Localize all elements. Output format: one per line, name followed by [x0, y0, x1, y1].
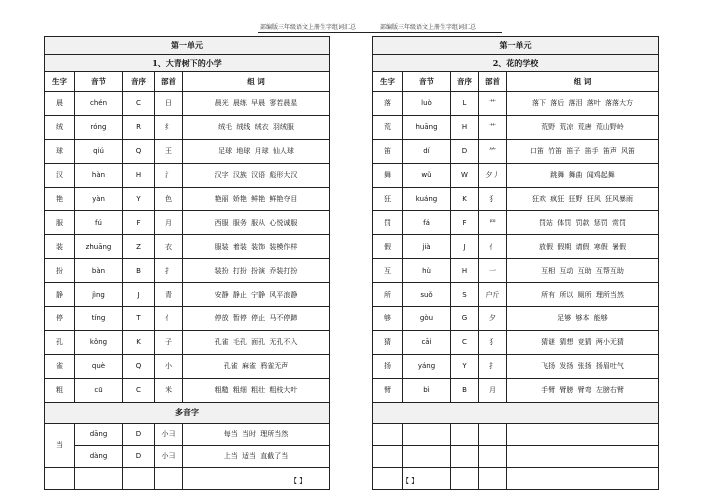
radical-cell: 亻	[479, 235, 507, 259]
order-cell: C	[451, 330, 479, 354]
pinyin-cell: suǒ	[403, 283, 451, 307]
words-cell: 放假 假期 请假 寒假 暑假	[507, 235, 659, 259]
unit-title: 第一单元	[373, 37, 659, 55]
words-cell: 装扮 打扮 扮演 乔装打扮	[183, 259, 330, 283]
char-cell: 服	[45, 211, 75, 235]
radical-cell: ⺮	[479, 139, 507, 163]
radical-cell: 氵	[155, 163, 183, 187]
radical-cell: 纟	[155, 115, 183, 139]
poly-pinyin: dāng	[75, 423, 123, 445]
table-row	[45, 115, 330, 139]
pinyin-cell: què	[75, 354, 123, 378]
words-cell: 孔雀 毛孔 面孔 无孔不入	[183, 330, 330, 354]
col-header-radical: 部首	[155, 72, 183, 92]
char-cell: 落	[373, 92, 403, 116]
table-row	[45, 139, 330, 163]
radical-cell: 犭	[479, 187, 507, 211]
pinyin-cell: qiú	[75, 139, 123, 163]
table-row	[373, 259, 659, 283]
words-cell: 跳舞 舞曲 闻鸡起舞	[507, 163, 659, 187]
radical-cell: 扌	[155, 259, 183, 283]
table-row	[45, 92, 330, 116]
pinyin-cell: kǒng	[75, 330, 123, 354]
order-cell: L	[451, 92, 479, 116]
col-header-words: 组 词	[507, 72, 659, 92]
char-cell: 所	[373, 283, 403, 307]
order-cell: H	[123, 163, 155, 187]
words-cell: 晨光 晨练 早晨 寥若晨星	[183, 92, 330, 116]
radical-cell: 青	[155, 283, 183, 307]
pinyin-cell: jìng	[75, 283, 123, 307]
page-footer-left: 【 】	[290, 477, 307, 485]
char-cell: 扮	[45, 259, 75, 283]
empty-row	[45, 467, 330, 489]
table-row	[373, 92, 659, 116]
radical-cell: 艹	[479, 92, 507, 116]
table-row	[373, 139, 659, 163]
order-cell: D	[451, 139, 479, 163]
empty-row	[373, 402, 659, 423]
poly-pinyin: dàng	[75, 445, 123, 467]
char-cell: 汉	[45, 163, 75, 187]
empty-row	[373, 423, 659, 445]
words-cell: 所有 所以 厕所 理所当然	[507, 283, 659, 307]
lesson-title: 1、大青树下的小学	[45, 55, 330, 72]
table-row	[45, 187, 330, 211]
order-cell: Q	[123, 139, 155, 163]
words-cell: 飞扬 发扬 张扬 扬眉吐气	[507, 354, 659, 378]
radical-cell: 小	[155, 354, 183, 378]
radical-cell: 日	[155, 92, 183, 116]
table-row	[45, 378, 330, 402]
poly-order: D	[123, 423, 155, 445]
order-cell: S	[451, 283, 479, 307]
char-cell: 装	[45, 235, 75, 259]
poly-row	[45, 423, 330, 445]
table-row	[45, 330, 330, 354]
pinyin-cell: yàn	[75, 187, 123, 211]
words-cell: 汉字 汉族 汉语 彪形大汉	[183, 163, 330, 187]
words-cell: 足球 地球 月球 仙人球	[183, 139, 330, 163]
pinyin-cell: gòu	[403, 307, 451, 331]
words-cell: 荒野 荒凉 荒唐 荒山野岭	[507, 115, 659, 139]
words-cell: 停放 暂停 停止 马不停蹄	[183, 307, 330, 331]
char-cell: 荒	[373, 115, 403, 139]
radical-cell: 王	[155, 139, 183, 163]
order-cell: J	[123, 283, 155, 307]
radical-cell: 犭	[479, 330, 507, 354]
radical-cell: 亻	[155, 307, 183, 331]
char-cell: 球	[45, 139, 75, 163]
char-cell: 静	[45, 283, 75, 307]
words-cell: 猜谜 猜想 竞猜 两小无猜	[507, 330, 659, 354]
order-cell: B	[451, 378, 479, 402]
table-row	[45, 307, 330, 331]
pinyin-cell: bàn	[75, 259, 123, 283]
order-cell: H	[451, 259, 479, 283]
table-row	[373, 163, 659, 187]
order-cell: Y	[451, 354, 479, 378]
table-row	[45, 235, 330, 259]
poly-words: 每当 当时 理所当然	[183, 423, 330, 445]
radical-cell: 艹	[479, 115, 507, 139]
order-cell: C	[123, 378, 155, 402]
pinyin-cell: huāng	[403, 115, 451, 139]
col-header-order: 音序	[451, 72, 479, 92]
unit-title: 第一单元	[45, 37, 330, 55]
words-cell: 安静 静止 宁静 风平浪静	[183, 283, 330, 307]
col-header-pinyin: 音节	[75, 72, 123, 92]
order-cell: Y	[123, 187, 155, 211]
poly-char: 当	[45, 423, 75, 467]
pinyin-cell: luò	[403, 92, 451, 116]
pinyin-cell: zhuāng	[75, 235, 123, 259]
char-cell: 互	[373, 259, 403, 283]
col-header-words: 组 词	[183, 72, 330, 92]
char-cell: 罚	[373, 211, 403, 235]
order-cell: K	[451, 187, 479, 211]
table-row	[373, 235, 659, 259]
table-row	[373, 330, 659, 354]
lesson-title: 2、花的学校	[373, 55, 659, 72]
pinyin-cell: jià	[403, 235, 451, 259]
pinyin-cell: dí	[403, 139, 451, 163]
pinyin-cell: yáng	[403, 354, 451, 378]
words-cell: 孔雀 麻雀 鸦雀无声	[183, 354, 330, 378]
pinyin-cell: bì	[403, 378, 451, 402]
pinyin-cell: hù	[403, 259, 451, 283]
char-cell: 舞	[373, 163, 403, 187]
order-cell: F	[123, 211, 155, 235]
poly-radical: 小彐	[155, 445, 183, 467]
radical-cell: 一	[479, 259, 507, 283]
char-cell: 粗	[45, 378, 75, 402]
poly-radical: 小彐	[155, 423, 183, 445]
poly-order: D	[123, 445, 155, 467]
poly-row	[45, 445, 330, 467]
radical-cell: 米	[155, 378, 183, 402]
words-cell: 落下 落后 落泪 落叶 落落大方	[507, 92, 659, 116]
order-cell: T	[123, 307, 155, 331]
words-cell: 绒毛 绒线 绒衣 羽绒服	[183, 115, 330, 139]
col-header-radical: 部首	[479, 72, 507, 92]
radical-cell: 户斤	[479, 283, 507, 307]
pinyin-cell: kuáng	[403, 187, 451, 211]
poly-title: 多音字	[45, 402, 330, 423]
words-cell: 足够 够本 能够	[507, 307, 659, 331]
radical-cell: 色	[155, 187, 183, 211]
table-row	[373, 283, 659, 307]
order-cell: H	[451, 115, 479, 139]
char-cell: 雀	[45, 354, 75, 378]
words-cell: 服装 着装 装饰 装模作样	[183, 235, 330, 259]
page-header-right: 部编版三年级语文上册生字组词汇总	[378, 22, 502, 33]
page-footer-right: 【 】	[402, 477, 419, 485]
table-row	[373, 354, 659, 378]
char-cell: 臂	[373, 378, 403, 402]
words-cell: 西服 服务 服从 心悦诚服	[183, 211, 330, 235]
table-row	[45, 283, 330, 307]
order-cell: Z	[123, 235, 155, 259]
radical-cell: 衣	[155, 235, 183, 259]
vocab-table-left	[44, 36, 330, 490]
pinyin-cell: róng	[75, 115, 123, 139]
char-cell: 够	[373, 307, 403, 331]
radical-cell: 扌	[479, 354, 507, 378]
order-cell: F	[451, 211, 479, 235]
words-cell: 粗糙 粗细 粗壮 粗枝大叶	[183, 378, 330, 402]
radical-cell: 罒	[479, 211, 507, 235]
words-cell: 口笛 竹笛 笛子 笛手 笛声 风笛	[507, 139, 659, 163]
radical-cell: 月	[479, 378, 507, 402]
order-cell: Q	[123, 354, 155, 378]
pinyin-cell: cāi	[403, 330, 451, 354]
col-header-order: 音序	[123, 72, 155, 92]
col-header-char: 生字	[45, 72, 75, 92]
page-header-left: 部编版三年级语文上册生字组词汇总	[258, 22, 382, 33]
empty-row	[373, 445, 659, 467]
words-cell: 罚站 体罚 罚款 惩罚 赏罚	[507, 211, 659, 235]
words-cell: 互相 互动 互助 互帮互助	[507, 259, 659, 283]
pinyin-cell: hàn	[75, 163, 123, 187]
words-cell: 手臂 臂膀 臂弯 左膀右臂	[507, 378, 659, 402]
char-cell: 停	[45, 307, 75, 331]
table-row	[45, 259, 330, 283]
order-cell: C	[123, 92, 155, 116]
col-header-char: 生字	[373, 72, 403, 92]
table-row	[373, 378, 659, 402]
char-cell: 扬	[373, 354, 403, 378]
pinyin-cell: fá	[403, 211, 451, 235]
char-cell: 绒	[45, 115, 75, 139]
radical-cell: 夕丿	[479, 163, 507, 187]
pinyin-cell: fú	[75, 211, 123, 235]
pinyin-cell: cū	[75, 378, 123, 402]
table-row	[45, 354, 330, 378]
order-cell: W	[451, 163, 479, 187]
char-cell: 狂	[373, 187, 403, 211]
char-cell: 孔	[45, 330, 75, 354]
order-cell: K	[123, 330, 155, 354]
table-row	[373, 115, 659, 139]
char-cell: 笛	[373, 139, 403, 163]
order-cell: B	[123, 259, 155, 283]
radical-cell: 月	[155, 211, 183, 235]
radical-cell: 夕	[479, 307, 507, 331]
order-cell: J	[451, 235, 479, 259]
order-cell: R	[123, 115, 155, 139]
order-cell: G	[451, 307, 479, 331]
table-row	[45, 211, 330, 235]
col-header-pinyin: 音节	[403, 72, 451, 92]
vocab-table-right	[372, 36, 659, 490]
char-cell: 艳	[45, 187, 75, 211]
char-cell: 晨	[45, 92, 75, 116]
table-row	[373, 307, 659, 331]
pinyin-cell: chén	[75, 92, 123, 116]
pinyin-cell: tíng	[75, 307, 123, 331]
pinyin-cell: wǔ	[403, 163, 451, 187]
char-cell: 猜	[373, 330, 403, 354]
words-cell: 狂欢 疯狂 狂野 狂风 狂风暴雨	[507, 187, 659, 211]
table-row	[373, 211, 659, 235]
poly-words: 上当 适当 直截了当	[183, 445, 330, 467]
table-row	[373, 187, 659, 211]
table-row	[45, 163, 330, 187]
char-cell: 假	[373, 235, 403, 259]
radical-cell: 子	[155, 330, 183, 354]
words-cell: 艳丽 娇艳 鲜艳 鲜艳夺目	[183, 187, 330, 211]
